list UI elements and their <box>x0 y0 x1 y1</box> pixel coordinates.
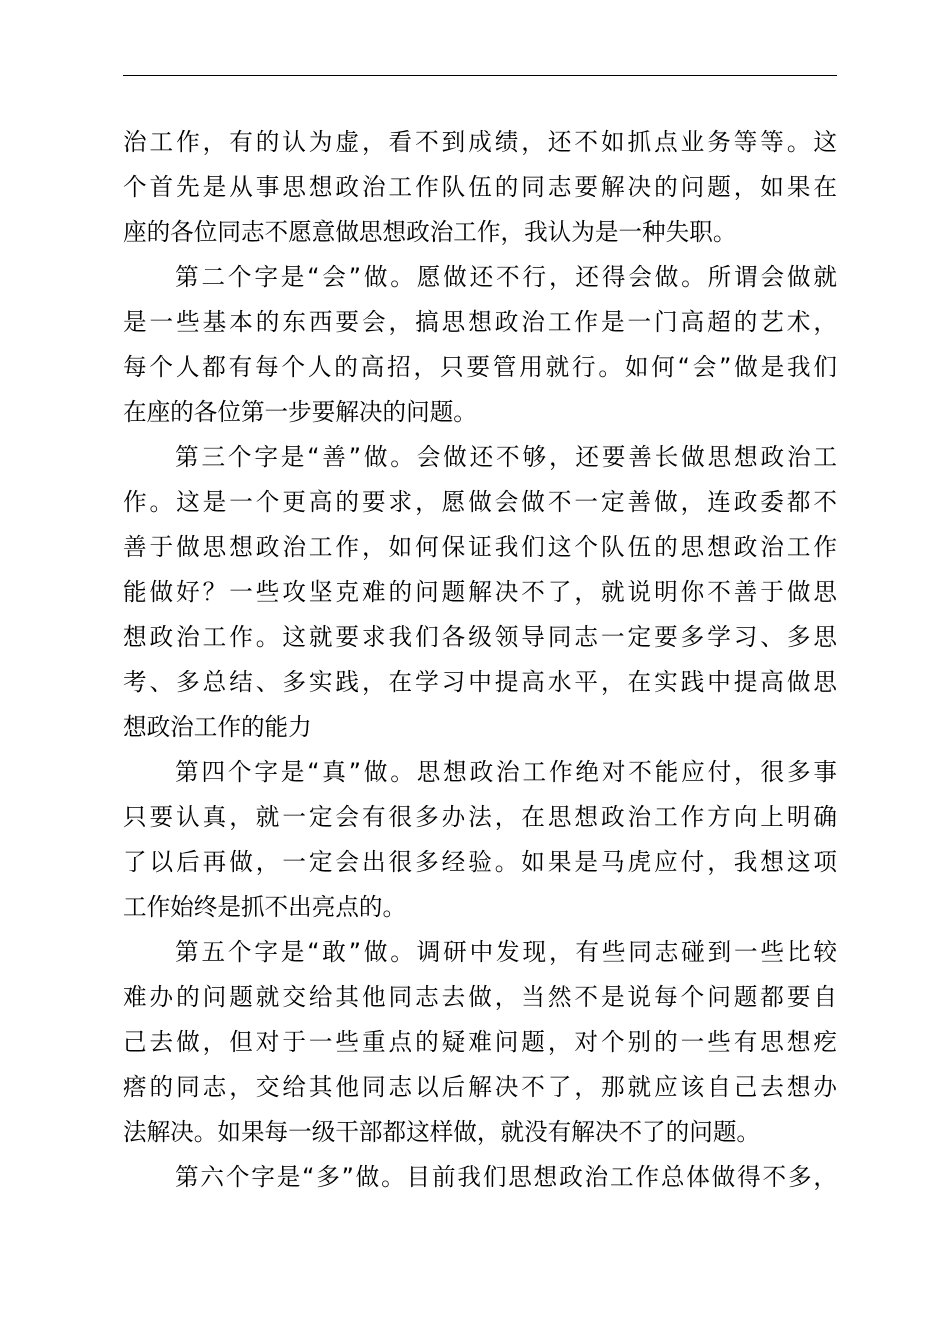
text-line: 法解决。如果每一级干部都这样做，就没有解决不了的问题。 <box>123 1118 761 1146</box>
text-line: 个首先是从事思想政治工作队伍的同志要解决的问题，如果在 <box>123 173 837 201</box>
paragraph-first-line: 第二个字是“会”做。愿做还不行，还得会做。所谓会做就 <box>175 263 837 291</box>
text-line: 己去做，但对于一些重点的疑难问题，对个别的一些有思想疙 <box>123 1028 837 1056</box>
text-line: 在座的各位第一步要解决的问题。 <box>123 398 477 426</box>
text-line: 座的各位同志不愿意做思想政治工作，我认为是一种失职。 <box>123 218 737 246</box>
text-line: 瘩的同志，交给其他同志以后解决不了，那就应该自己去想办 <box>123 1073 837 1101</box>
text-line: 工作始终是抓不出亮点的。 <box>123 893 407 921</box>
text-line: 只要认真，就一定会有很多办法，在思想政治工作方向上明确 <box>123 803 837 831</box>
text-line: 是一些基本的东西要会，搞思想政治工作是一门高超的艺术， <box>123 308 837 336</box>
text-line: 能做好？一些攻坚克难的问题解决不了，就说明你不善于做思 <box>123 578 837 606</box>
paragraph-first-line: 第四个字是“真”做。思想政治工作绝对不能应付，很多事 <box>175 758 837 786</box>
text-line: 想政治工作。这就要求我们各级领导同志一定要多学习、多思 <box>123 623 837 651</box>
text-line: 善于做思想政治工作，如何保证我们这个队伍的思想政治工作 <box>123 533 837 561</box>
paragraph-first-line: 第五个字是“敢”做。调研中发现，有些同志碰到一些比较 <box>175 938 837 966</box>
text-line: 作。这是一个更高的要求，愿做会做不一定善做，连政委都不 <box>123 488 837 516</box>
paragraph-first-line: 第六个字是“多”做。目前我们思想政治工作总体做得不多， <box>175 1163 837 1191</box>
text-line: 了以后再做，一定会出很多经验。如果是马虎应付，我想这项 <box>123 848 837 876</box>
text-line: 难办的问题就交给其他同志去做，当然不是说每个问题都要自 <box>123 983 837 1011</box>
header-rule <box>123 75 837 76</box>
text-line: 每个人都有每个人的高招，只要管用就行。如何“会”做是我们 <box>123 353 837 381</box>
text-line: 治工作，有的认为虚，看不到成绩，还不如抓点业务等等。这 <box>123 128 837 156</box>
text-line: 考、多总结、多实践，在学习中提高水平，在实践中提高做思 <box>123 668 837 696</box>
text-line: 想政治工作的能力 <box>123 713 312 741</box>
paragraph-first-line: 第三个字是“善”做。会做还不够，还要善长做思想政治工 <box>175 443 837 471</box>
